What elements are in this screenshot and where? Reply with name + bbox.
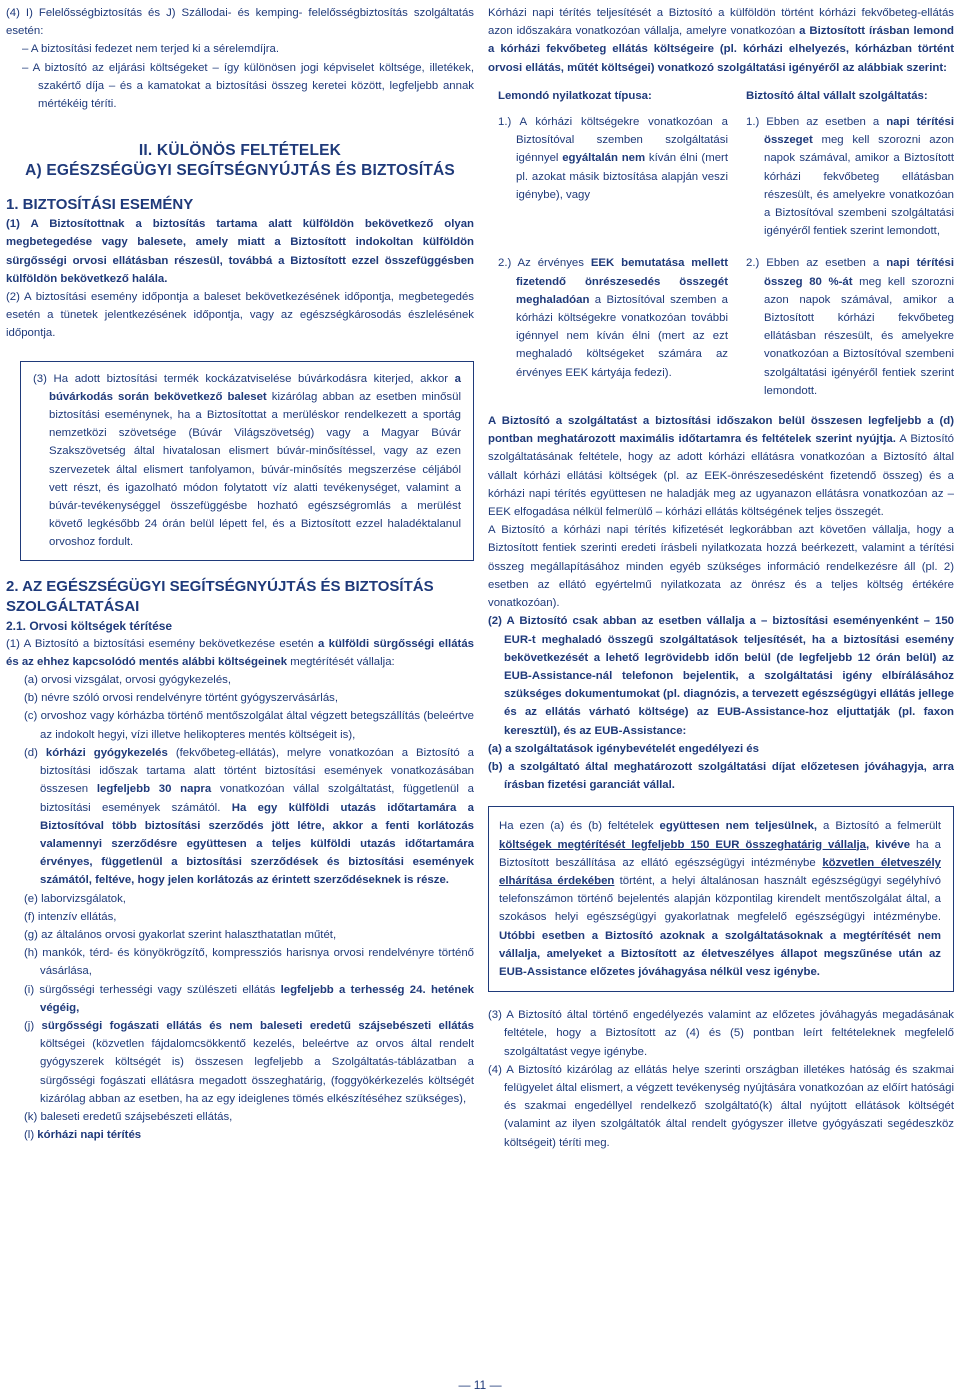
waiver-type-2: 2.) Az érvényes EEK bemutatása mellett fizetendő önrészesedés összegét meghaladóan a Biztosítóval szemben a kórházi költségekre vonatkozóan további igénnyel nem kíván élni (mert az ezt meghaladó költségeket számára az érvényes EEK kártyája fedezi).: [498, 257, 728, 379]
hospital-daily-intro: Kórházi napi térítés teljesítését a Biztosító a külföldön történt kórházi fekvőbeteg-ellátás azon időszakára vonatkozóan vállalja, amelyre vonatkozóan a Biztosított írásban lemond a kórházi fekvőbeteg ellátás költségeire (pl. kórházi elhelyezés, kórházban történt orvosi ellátás, műtét költségei) vonatkozó szolgáltatási igényéről az alábbiak szerint:: [488, 7, 954, 74]
item-j: (j) sürgősségi fogászati ellátás és nem baleseti eredetű szájsebészeti ellátás költségei (közvetlen fájdalomcsökkentő kezelés, beleértve az orvos által rendelt gyógyszerek költségét is) összesen legfeljebb a Szolgáltatás-táblázatban a sürgősségi fogászati ellátásra megadott összeghatárig, (foggyökérkezelés költségét kizárólag abban az esetben, ha az egy ideiglenes tömés elkészítéséhez szükséges),: [24, 1019, 474, 1105]
item-c: (c) orvoshoz vagy kórházba történő mentőszolgálat által végzett betegszállítás (beleértve az indokolt hegyi, vízi illetve helikopteres mentés költségeit is),: [24, 710, 474, 741]
payment-paragraph: A Biztosító a kórházi napi térítés kifizetését legkorábban azt követően vállalja, hogy a Biztosított fentiek szerinti eredeti írásbeli nyilatkozata hozzá beérkezett, valamint a térítési összeg megállapításához minden egyéb szükséges információ rendelkezésre áll (pl. 2) esetben az ellátó egyértelmű nyilatkozata az önrész és a teljes költség értékére vonatkozóan).: [488, 524, 954, 610]
conditions-box-text: Ha ezen (a) és (b) feltételek együttesen nem teljesülnek, a Biztosító a felmerült költségek megtérítését legfeljebb 150 EUR összeghatárig vállalja, kivéve ha a Biztosított beszállítása az ellátó egészségügyi intézménybe közvetlen életveszély elhárítása érdekében történt, a helyi általánosan használt egészségügyi segélyhívó telefonszámon történő bejelentés alapján központilag kirendelt mentőszolgálat által, a szokásos helyi egészségügyi gyakorlatnak megfelelő egészségügyi intézménybe. Utóbbi esetben a Biztosító azoknak a szolgáltatásoknak a megtérítését nem vállalja, amelyeket a Biztosított az életveszélyes állapot megszűnése után az EUB-Assistance előzetes jóváhagyása nélkül vesz igénybe.: [499, 820, 942, 978]
heading-medical-costs: 2.1. Orvosi költségek térítése: [6, 618, 173, 633]
right-column: [488, 0, 954, 1152]
insurer-service-1: 1.) Ebben az esetben a napi térítési összeget meg kell szorozni azon napok számával, amikor a Biztosított kórházi fekvőbeteg ellátásban részesült, és amelyekre vonatkozóan a Biztosítóval szembeni szolgáltatási igényéről fentiek szerint lemondott,: [746, 116, 954, 238]
event-paragraph-2: (2) A biztosítási esemény időpontja a baleset bekövetkezésének időpontja, megbetegedés esetén a tünetek jelentkezésének időpontja, vagy az egészségkárosodás észlelésének időpontja.: [6, 291, 474, 340]
service-period-paragraph: A Biztosító a szolgáltatást a biztosítási időszakon belül összesen legfeljebb a (d) pontban meghatározott maximális időtartamra és feltételek szerint nyújtja. A Biztosító szolgáltatásának feltétele, hogy az adott kórházi ellátásra vonatkozóan a Biztosító által vállalt kórházi ellátási költségek (pl. az EEK-önrészesedésként fizetendő összeg) és a kórházi napi térítés együttesen ne haladják meg az ugyanazon ellátásra vonatkozóan az – EEK elfogadása nélkül felmerülő – kórházi ellátás költségének teljes összegét.: [488, 415, 955, 519]
insurer-service-header: Biztosító által vállalt szolgáltatás:: [746, 89, 928, 102]
clause-2-paragraph: (2) A Biztosító csak abban az esetben vállalja a – biztosítási eseményenként – 150 EUR-t meghaladó összegű szolgáltatások teljesítését, ha a biztosítási esemény bekövetkezését a lehető legrövidebb időn belül (de legfeljebb 12 órán belül) az EUB-Assistance-nál telefonon bejelentik, a szolgáltatási igény elbírálásához szükséges dokumentumokat (pl. diagnózis, a tervezett egészségügyi ellátás jellege és az ellátás várható költsége) az EUB-Assistance-hoz eljuttatják (pl. faxon keresztül), és az EUB-Assistance:: [488, 615, 954, 737]
conditions-box: [488, 806, 954, 992]
item-d: (d) kórházi gyógykezelés (fekvőbeteg-ellátás), melyre vonatkozóan a Biztosító a biztosítási időszak tartama alatt történt biztosítási események vonatkozásában összesen legfeljebb 30 napra vonatkozóan vállal szolgáltatást, függetlenül a biztosítási események számától. Ha egy külföldi utazás időtartamára a Biztosítóval több biztosítási szerződés jött létre, akkor a fenti korlátozás valamennyi szerződésre együttesen a teljes külföldi utazás időtartamára érvényes, függetlenül a biztosítási szerződések és biztosítási események számától, feltéve, hogy jelen korlátozás az érintett szerződéseknek is része.: [24, 746, 475, 887]
waiver-type-header: Lemondó nyilatkozat típusa:: [498, 89, 652, 102]
insurer-service-2: 2.) Ebben az esetben a napi térítési összeg 80 %-át meg kell szorozni azon napok számával, amikor a Biztosított kórházi fekvőbeteg ellátásban részesült, és amelyekre vonatkozóan a Biztosítóval szembeni szolgáltatási igényéről fentiek szerint lemondott.: [746, 257, 954, 397]
diving-paragraph: (3) Ha adott biztosítási termék kockázatviselése búvárkodásra kiterjed, akkor a búvárkodás során bekövetkező baleset kizárólag abban az esetben minősül biztosítási eseménynek, ha a Biztosítottat a merüléskor rendelkezett a sportág nemzetközi szövetsége (Búvár Világszövetség) vagy a Magyar Búvár Szakszövetség által hivatalosan elismert búvár-minősítéssel, vagy az ezen szervezetek által elismert tanfolyamon, búvár-minősítés megszerzése céljából vett részt, és igazolható módon folytatott víz alatti tevékenységet, valamint a búvár-tevékenységgel összefüggésbe hozható egészségromlás a merülést követő legkésőbb 24 órán belül lépett fel, és a Biztosított ezzel haladéktalanul orvoshoz fordult.: [33, 372, 461, 549]
item-g: (g) az általános orvosi gyakorlat szerint halaszthatatlan műtét,: [24, 928, 337, 941]
item-k: (k) baleseti eredetű szájsebészeti ellátás,: [24, 1110, 233, 1123]
clause-4-bullet-2: – A biztosító az eljárási költségeket – így különösen jogi képviselet költsége, illetékek, szakértő díja – és a kamatokat a biztosítási összeg keretei között, legfeljebb annak mértékéig téríti.: [22, 61, 474, 111]
waiver-table-row: [488, 113, 954, 240]
item-f: (f) intenzív ellátás,: [24, 910, 117, 923]
clause-4-heading: (4) I) Felelősségbiztosítás és J) Szállodai- és kemping- felelősségbiztosítás szolgáltatás esetén:: [6, 7, 474, 38]
left-column: [6, 0, 474, 1144]
medical-paragraph-1: (1) A Biztosító a biztosítási esemény bekövetkezése esetén a külföldi sürgősségi ellátás és az ehhez kapcsolódó mentés alábbi költségeinek megtérítését vállalja:: [6, 637, 474, 668]
page-number: — 11 —: [458, 1378, 502, 1392]
waiver-table-row: [488, 254, 954, 400]
heading-services: 2. AZ EGÉSZSÉGÜGYI SEGÍTSÉGNYÚJTÁS ÉS BIZTOSÍTÁS SZOLGÁLTATÁSAI: [6, 577, 434, 615]
item-i: (i) sürgősségi terhességi vagy szülészeti ellátás legfeljebb a terhesség 24. hetének végéig,: [24, 983, 474, 1014]
waiver-table-header: [488, 87, 954, 105]
clause-4-bullet-1: – A biztosítási fedezet nem terjed ki a sérelemdíjra.: [22, 43, 280, 56]
item-e: (e) laborvizsgálatok,: [24, 892, 126, 905]
clause-4-paragraph: (4) A Biztosító kizárólag az ellátás helye szerinti országban illetékes hatóság és szakmai felügyelet által elismert, a végzett tevékenység nyújtására vonatkozóan az előírt hatósági és szakmai engedéllyel rendelkező szolgáltató(k) által nyújtott ellátások költségét (valamint az ilyen szolgáltatók által rendelt gyógyszer illetve gyógyászati segédeszköz költségeit) téríti meg.: [488, 1063, 954, 1149]
heading-insurance-event: 1. BIZTOSÍTÁSI ESEMÉNY: [6, 196, 194, 214]
clause-2-item-b: (b) a szolgáltató által meghatározott szolgáltatási díjat előzetesen jóváhagyja, arra írásban fizetési garanciát vállal.: [488, 760, 954, 792]
clause-3-paragraph: (3) A Biztosító által történő engedélyezés valamint az előzetes jóváhagyás megadásának feltétele, hogy a Biztosított az (4) és (5) pontban leírt feltételeknek megfelelő szolgáltatást vegye igénybe.: [488, 1009, 954, 1058]
item-a: (a) orvosi vizsgálat, orvosi gyógykezelés,: [24, 674, 232, 687]
item-b: (b) névre szóló orvosi rendelvényre történt gyógyszervásárlás,: [24, 692, 339, 705]
item-l: (l) kórházi napi térítés: [24, 1129, 142, 1142]
item-h: (h) mankók, térd- és könyökrögzítő, kompressziós harisnya orvosi rendelvényre történő vásárlása,: [24, 947, 474, 978]
waiver-table: [488, 87, 954, 400]
diving-box: [20, 361, 474, 561]
section-subtitle: A) EGÉSZSÉGÜGYI SEGÍTSÉGNYÚJTÁS ÉS BIZTOSÍTÁS: [25, 162, 455, 180]
clause-2-item-a: (a) a szolgáltatások igénybevételét engedélyezi és: [488, 742, 759, 755]
section-title: II. KÜLÖNÖS FELTÉTELEK: [138, 142, 342, 160]
event-paragraph-1: (1) A Biztosítottnak a biztosítás tartama alatt külföldön bekövetkező olyan megbetegedése vagy balesete, amely miatt a Biztosított indokoltan külföldön sürgősségi orvosi ellátásban részesül, továbbá a Biztosított ezzel összefüggésben külföldön bekövetkező halála.: [6, 218, 474, 285]
waiver-type-1: 1.) A kórházi költségekre vonatkozóan a Biztosítóval szemben szolgáltatási igénnyel egyáltalán nem kíván élni (mert pl. azokat másik biztosítása alapján veszi igénybe), vagy: [498, 116, 728, 201]
